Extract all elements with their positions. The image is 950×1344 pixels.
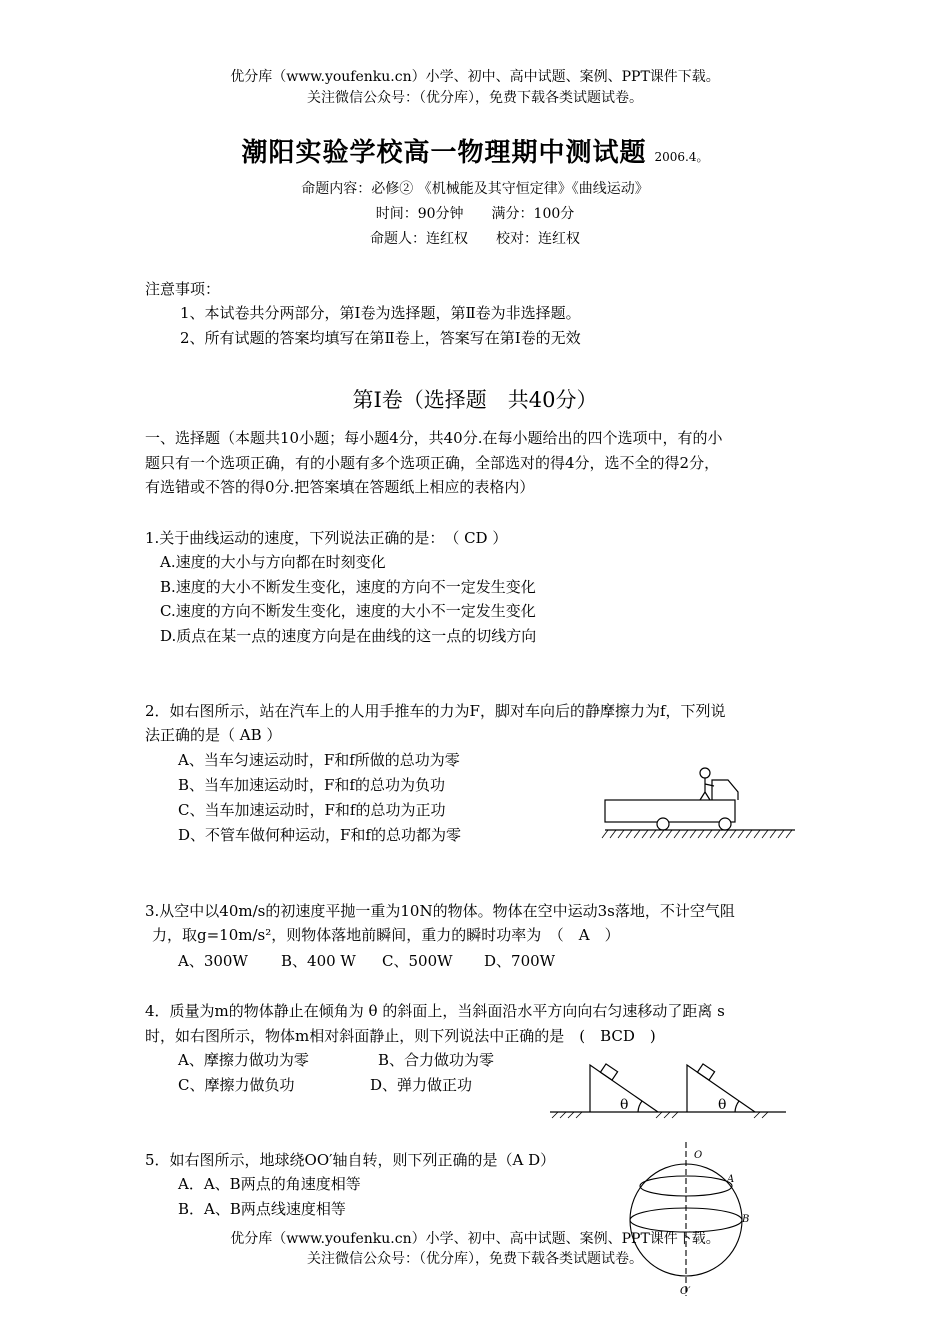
q4-option-b: B、合力做功为零	[378, 1051, 495, 1069]
page-title	[0, 132, 950, 169]
theta-label-2: θ	[718, 1097, 727, 1113]
footer-line-2: 关注微信公众号：（优分库），免费下载各类试题试卷。	[307, 1251, 643, 1267]
q3-option-c: C、500W	[382, 952, 453, 970]
section-intro-3: 有选错或不答的得0分.把答案填在答题纸上相应的表格内）	[145, 478, 535, 496]
q3-stem-1: 3.从空中以40m/s的初速度平抛一重为10N的物体。物体在空中运动3s落地，不计空气阻	[145, 902, 735, 920]
q4-option-a: A、摩擦力做功为零	[178, 1051, 309, 1069]
title-date: 2006.4。	[654, 150, 709, 164]
q3-option-a: A、300W	[178, 952, 248, 970]
wheel-front	[719, 818, 731, 830]
q1-option-c: C.速度的方向不断发生变化，速度的大小不一定发生变化	[160, 602, 536, 620]
q3-option-b: B、400 W	[281, 952, 356, 970]
q2-option-d: D、不管车做何种运动，F和f的总功都为零	[178, 826, 461, 844]
q1-option-a: A.速度的大小与方向都在时刻变化	[160, 553, 386, 571]
section-title: 第Ⅰ卷（选择题 共40分）	[352, 388, 598, 412]
q2-option-c: C、当车加速运动时，F和f的总功为正功	[178, 801, 446, 819]
q4-stem-2: 时，如右图所示，物体m相对斜面静止，则下列说法中正确的是 ( BCD )	[145, 1027, 656, 1045]
q2-stem-1: 2．如右图所示，站在汽车上的人用手推车的力为F，脚对车向后的静摩擦力为f，下列说	[145, 702, 726, 720]
label-b: B	[742, 1214, 750, 1225]
notice-item-2: 2、所有试题的答案均填写在第Ⅱ卷上，答案写在第Ⅰ卷的无效	[180, 329, 581, 347]
q3-option-d: D、700W	[484, 952, 556, 970]
block-1	[600, 1064, 617, 1080]
truck-cab	[712, 780, 738, 800]
incline-figure	[550, 1055, 790, 1120]
q2-option-a: A、当车匀速运动时，F和f所做的总功为零	[178, 751, 460, 769]
q1-stem: 1.关于曲线运动的速度，下列说法正确的是： （ CD ）	[145, 529, 508, 547]
q5-stem: 5．如右图所示，地球绕OO′轴自转，则下列正确的是（A D）	[145, 1151, 556, 1169]
q5-option-a: A．A、B两点的角速度相等	[178, 1175, 361, 1193]
header-line-1: 优分库（www.youfenku.cn）小学、初中、高中试题、案例、PPT课件下载。	[230, 69, 720, 85]
block-2	[697, 1064, 714, 1080]
truck-figure	[600, 760, 800, 850]
header-line-2: 关注微信公众号：（优分库），免费下载各类试题试卷。	[307, 90, 643, 106]
label-a: A	[727, 1174, 735, 1185]
truck-bed	[605, 800, 735, 822]
meta-time: 时间：90分钟 满分：100分	[375, 206, 575, 222]
label-o: O	[694, 1150, 703, 1161]
footer-line-1: 优分库（www.youfenku.cn）小学、初中、高中试题、案例、PPT课件下载。	[230, 1231, 720, 1247]
title-main: 潮阳实验学校高一物理期中测试题	[241, 138, 647, 168]
q2-stem-2: 法正确的是（ AB ）	[145, 726, 282, 744]
section-intro-1: 一、选择题（本题共10小题；每小题4分，共40分.在每小题给出的四个选项中，有的小	[145, 429, 723, 447]
meta-authors: 命题人：连红权 校对：连红权	[370, 231, 580, 247]
q1-option-b: B.速度的大小不断发生变化，速度的方向不一定发生变化	[160, 578, 536, 596]
meta-content: 命题内容：必修② 《机械能及其守恒定律》《曲线运动》	[301, 181, 649, 197]
notice-heading: 注意事项：	[145, 280, 221, 298]
q4-option-d: D、弹力做正功	[370, 1076, 473, 1094]
q1-option-d: D.质点在某一点的速度方向是在曲线的这一点的切线方向	[160, 627, 537, 645]
q2-option-b: B、当车加速运动时，F和f的总功为负功	[178, 776, 445, 794]
label-o-prime: O′	[680, 1286, 691, 1297]
wheel-rear	[657, 818, 669, 830]
person-head	[700, 768, 710, 778]
section-intro-2: 题只有一个选项正确，有的小题有多个选项正确，全部选对的得4分，选不全的得2分，	[145, 454, 720, 472]
q3-stem-2: 力，取g=10m/s²，则物体落地前瞬间，重力的瞬时功率为 （ A ）	[152, 926, 620, 944]
q5-option-b: B．A、B两点线速度相等	[178, 1200, 346, 1218]
theta-label-1: θ	[620, 1097, 629, 1113]
q4-option-c: C、摩擦力做负功	[178, 1076, 295, 1094]
earth-figure	[620, 1140, 770, 1300]
q4-stem-1: 4．质量为m的物体静止在倾角为 θ 的斜面上，当斜面沿水平方向向右匀速移动了距离 s	[145, 1002, 725, 1020]
notice-item-1: 1、本试卷共分两部分，第Ⅰ卷为选择题，第Ⅱ卷为非选择题。	[180, 304, 581, 322]
